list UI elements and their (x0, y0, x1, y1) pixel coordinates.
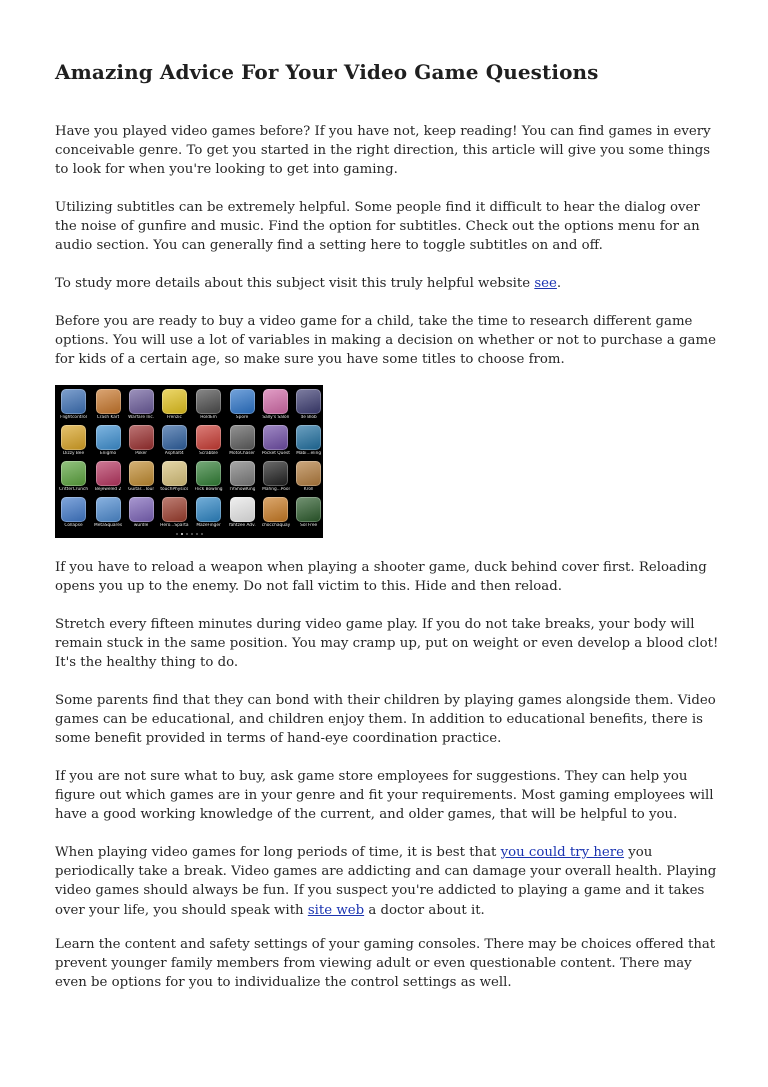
app-label: Yahtzee Adv. (228, 523, 256, 528)
app-tile (160, 389, 188, 421)
app-label: Enigmo (99, 451, 117, 456)
app-label: wurdle (133, 523, 149, 528)
app-tile (59, 461, 88, 493)
app-label: TVShowKing (228, 487, 256, 492)
app-tile (195, 389, 223, 421)
app-icon (129, 497, 154, 522)
app-icon (196, 389, 221, 414)
app-icon (61, 497, 86, 522)
app-tile (94, 461, 122, 493)
app-tile (229, 461, 256, 493)
app-label: Scrabble (199, 451, 218, 456)
app-tile (296, 425, 321, 457)
app-label: Sally's Salon (262, 415, 290, 420)
app-label: Flick Bowling (194, 487, 223, 492)
app-tile (128, 425, 154, 457)
app-tile (94, 497, 122, 529)
app-tile (160, 461, 188, 493)
app-tile (195, 425, 223, 457)
paragraph-2: Utilizing subtitles can be extremely helpful. Some people find it difficult to hear the dialog over the noise of gunfire and music. Find the option for subtitles. Check out the options menu for an audio section. You can generally find a setting here to toggle subtitles on and off. (55, 200, 700, 254)
app-icon (162, 497, 187, 522)
app-icon (263, 389, 288, 414)
app-tile (262, 389, 290, 421)
app-icon (162, 389, 187, 414)
app-tile (262, 497, 290, 529)
app-icon (296, 497, 321, 522)
app-tile (160, 425, 188, 457)
you-could-try-here-link[interactable]: you could try here (500, 845, 625, 860)
app-icon (296, 425, 321, 450)
app-icon (61, 389, 86, 414)
app-icon (162, 461, 187, 486)
app-label: Frenzic (166, 415, 182, 420)
app-tile (59, 389, 88, 421)
app-icon (263, 497, 288, 522)
app-icon (196, 425, 221, 450)
app-tile (262, 425, 290, 457)
app-icon (296, 461, 321, 486)
app-icon (230, 389, 255, 414)
app-tile (262, 461, 290, 493)
paragraph-10: Learn the content and safety settings of your gaming consoles. There may be choices offered that prevent younger family members from viewing adult or even questionable content. There may even be options for you to individualize the control settings as well. (55, 937, 716, 991)
app-tile (296, 389, 321, 421)
app-tile (128, 497, 154, 529)
app-label: MotoChaser (229, 451, 255, 456)
app-label: Hero...Sparta (160, 523, 189, 528)
app-tile (160, 497, 188, 529)
app-label: Flightcontrol (60, 415, 87, 420)
app-icon (129, 461, 154, 486)
app-icon (96, 461, 121, 486)
app-icon (196, 497, 221, 522)
paragraph-7: Some parents find that they can bond with their children by playing games alongside them. Video games can be educational, and children enjoy them. In addition to educational benefits, there is some benefit provided in terms of hand-eye coordination practice. (55, 693, 716, 747)
app-icon (61, 425, 86, 450)
paragraph-9-text-a: When playing video games for long periods of time, it is best that (55, 845, 501, 860)
app-icon (129, 425, 154, 450)
app-tile (296, 461, 321, 493)
page-indicator (55, 533, 323, 535)
app-label: Sol Free (300, 523, 318, 528)
site-web-link[interactable]: site web (307, 902, 365, 918)
page-dot (176, 533, 178, 535)
app-label: Dizzy Bee (62, 451, 85, 456)
app-icon (230, 461, 255, 486)
app-label: HoldEm (200, 415, 217, 420)
page-dot (181, 533, 183, 535)
app-label: Mabi...eling (296, 451, 322, 456)
app-label: Kroll (303, 487, 314, 492)
app-tile (94, 425, 122, 457)
paragraph-9 (55, 843, 723, 920)
app-icon (61, 461, 86, 486)
app-tile (128, 461, 154, 493)
app-label: Pocket Quest (261, 451, 290, 456)
see-link[interactable]: see (534, 276, 557, 291)
app-label: Warfare Inc. (128, 415, 155, 420)
document-title: Amazing Advice For Your Video Game Questions (55, 60, 599, 84)
app-icon (230, 497, 255, 522)
app-icon (263, 425, 288, 450)
app-label: CritterCrunch (59, 487, 89, 492)
app-icon (129, 389, 154, 414)
app-label: MazeFinger (196, 523, 221, 528)
app-label: Collapse (64, 523, 83, 528)
app-tile (59, 425, 88, 457)
app-icon (196, 461, 221, 486)
app-label: MetaSquares (94, 523, 123, 528)
app-icons-screenshot (55, 385, 323, 538)
paragraph-8: If you are not sure what to buy, ask game store employees for suggestions. They can help you figure out which games are in your genre and fit your requirements. Most gaming employees will have a good working knowledge of the current, and older games, that will be helpful to you. (55, 769, 714, 823)
app-tile (229, 425, 256, 457)
app-icon-grid (59, 389, 322, 529)
paragraph-3-text: To study more details about this subject visit this truly helpful website (55, 276, 535, 291)
app-icon (96, 425, 121, 450)
page-dot (191, 533, 193, 535)
app-label: Crash Kart (96, 415, 120, 420)
paragraph-5: If you have to reload a weapon when playing a shooter game, duck behind cover first. Reloading opens you up to the enemy. Do not fall victim to this. Hide and then reload. (55, 560, 707, 595)
paragraph-1: Have you played video games before? If you have not, keep reading! You can find games in every conceivable genre. To get you started in the right direction, this article will give you some things to look for when you're looking to get into gaming. (55, 124, 711, 178)
app-label: Asphalt4 (164, 451, 184, 456)
app-tile (229, 497, 256, 529)
paragraph-9-text-c: a doctor about it. (364, 902, 485, 918)
app-icon (96, 497, 121, 522)
app-tile (296, 497, 321, 529)
paragraph-4: Before you are ready to buy a video game for a child, take the time to research different game options. You will use a lot of variables in making a decision on whether or not to purchase a game for kids of a certain age, so make sure you have some titles to choose from. (55, 314, 716, 368)
app-tile (195, 461, 223, 493)
app-icon (263, 461, 288, 486)
page-dot (196, 533, 198, 535)
page-dot (186, 533, 188, 535)
app-label: Guitar...Tour (128, 487, 155, 492)
app-tile (195, 497, 223, 529)
app-label: Mahng...Pool (262, 487, 290, 492)
app-tile (94, 389, 122, 421)
app-label: Bejeweled 2 (94, 487, 122, 492)
app-label: chocchaquay (261, 523, 291, 528)
paragraph-3-end: . (556, 276, 562, 291)
app-tile (229, 389, 256, 421)
app-label: touchPhysics (160, 487, 189, 492)
app-tile (59, 497, 88, 529)
app-icon (230, 425, 255, 450)
paragraph-9-text-b: you periodically take a break. Video games are addicting and can damage your overall health. Playing video games should always be fun. If you suspect you're addicted to playing a game and it takes over your life, you should speak with (55, 845, 717, 918)
app-tile (128, 389, 154, 421)
app-label: Poker (135, 451, 148, 456)
app-label: de Blob (300, 415, 317, 420)
app-icon (162, 425, 187, 450)
page-dot (201, 533, 203, 535)
app-label: Spore (235, 415, 249, 420)
app-icon (96, 389, 121, 414)
app-icon (296, 389, 321, 414)
paragraph-3 (55, 274, 723, 293)
paragraph-6: Stretch every fifteen minutes during video game play. If you do not take breaks, your body will remain stuck in the same position. You may cramp up, put on weight or even develop a blood clot! It's the healthy thing to do. (55, 617, 719, 671)
